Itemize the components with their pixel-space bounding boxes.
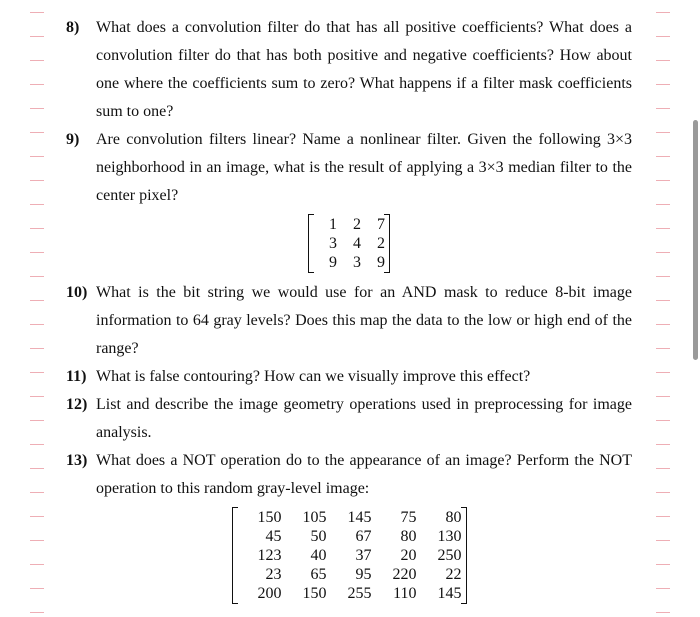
gray-level-matrix [232,507,467,604]
scrollbar[interactable] [693,120,698,360]
page-edge-left [30,0,44,617]
matrix-cell: 67 [355,528,372,545]
neighborhood-matrix-container [66,214,632,273]
matrix-cell: 105 [302,509,327,526]
question-number: 12) [66,396,88,413]
matrix-row [237,584,462,603]
question-number: 8) [66,19,80,36]
matrix-row [313,234,385,253]
matrix-cell: 3 [329,235,337,252]
matrix-cell: 255 [347,585,372,602]
matrix-cell: 2 [353,216,361,233]
matrix-cell: 200 [257,585,282,602]
matrix-cell: 50 [310,528,327,545]
matrix-cell: 145 [437,585,462,602]
matrix-cell: 4 [353,235,361,252]
question-number: 9) [66,131,80,148]
matrix-row [237,527,462,546]
question-text: Are convolution filters linear? Name a nonlinear filter. Given the following 3×3 neighborhood in an image, what is the result of applying a 3×3 median filter to the center pixel? [96,131,632,204]
question-text: What is false contouring? How can we visually improve this effect? [96,368,531,385]
matrix-cell: 2 [377,235,385,252]
matrix-cell: 80 [445,509,462,526]
matrix-row [237,508,462,527]
matrix-cell: 80 [400,528,417,545]
matrix-row [313,215,385,234]
matrix-cell: 130 [437,528,462,545]
gray-level-matrix-container [66,507,632,604]
question-text: List and describe the image geometry operations used in preprocessing for image analysis. [96,396,632,441]
matrix-row [313,253,385,272]
matrix-cell: 123 [257,547,282,564]
matrix-cell: 9 [329,254,337,271]
question-text: What is the bit string we would use for an AND mask to reduce 8-bit image information to 64 gray levels? Does this map the data to the low or high end of the range? [96,284,632,357]
neighborhood-matrix [308,214,390,273]
matrix-cell: 40 [310,547,327,564]
question-text: What does a NOT operation do to the appearance of an image? Perform the NOT operation to this random gray-level image: [96,452,632,497]
matrix-row [237,546,462,565]
question-11 [66,363,632,391]
matrix-cell: 150 [302,585,327,602]
matrix-cell: 45 [265,528,282,545]
matrix-cell: 110 [393,585,417,602]
matrix-cell: 23 [265,566,282,583]
matrix-row [237,565,462,584]
matrix-cell: 220 [392,566,417,583]
matrix-cell: 95 [355,566,372,583]
matrix-cell: 22 [445,566,462,583]
matrix-cell: 20 [400,547,417,564]
question-13 [66,447,632,503]
question-12 [66,391,632,447]
matrix-cell: 145 [347,509,372,526]
matrix-cell: 37 [355,547,372,564]
document-page [66,14,632,610]
matrix-cell: 65 [310,566,327,583]
page-edge-right [656,0,670,617]
question-text: What does a convolution filter do that has all positive coefficients? What does a convolution filter do that has both positive and negative coefficients? How about one where the coefficients sum to zero? What happens if a filter mask coefficients sum to one? [96,19,632,120]
question-8 [66,14,632,126]
matrix-cell: 150 [257,509,282,526]
matrix-cell: 75 [400,509,417,526]
question-number: 13) [66,452,88,469]
question-number: 11) [66,368,87,385]
matrix-cell: 3 [353,254,361,271]
matrix-cell: 1 [329,216,337,233]
matrix-cell: 9 [377,254,385,271]
question-9 [66,126,632,210]
question-10 [66,279,632,363]
matrix-cell: 250 [437,547,462,564]
matrix-cell: 7 [377,216,385,233]
question-number: 10) [66,284,88,301]
